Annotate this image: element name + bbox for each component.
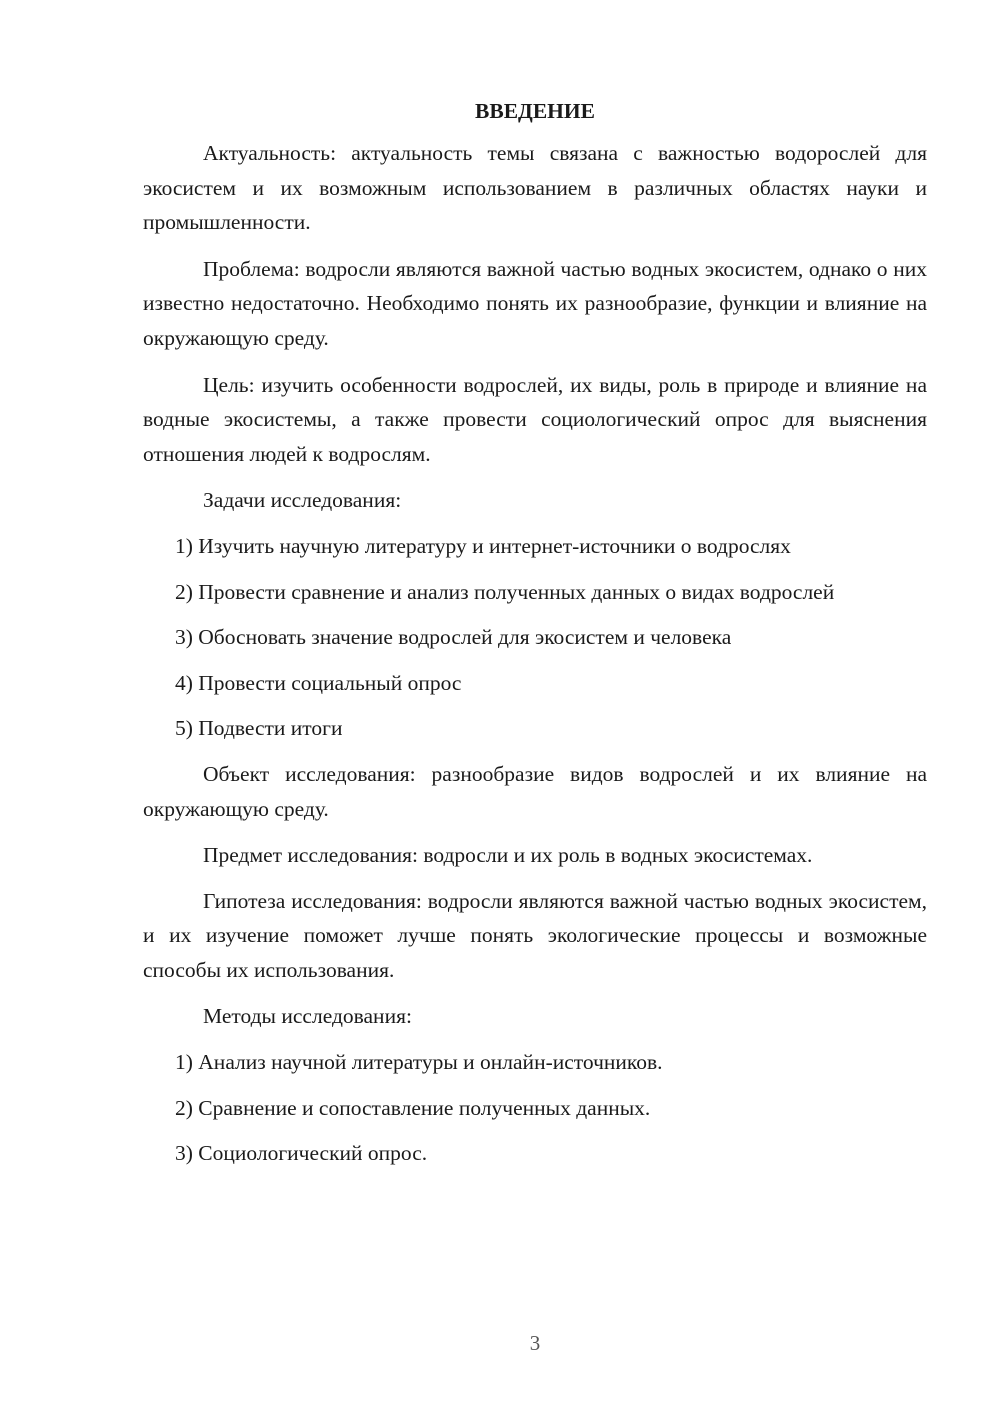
tasks-heading: Задачи исследования: bbox=[203, 488, 402, 513]
task-item-5: 5) Подвести итоги bbox=[175, 716, 343, 741]
section-title: ВВЕДЕНИЕ bbox=[475, 99, 595, 123]
task-item-2: 2) Провести сравнение и анализ полученных данных о видах водрослей bbox=[175, 579, 835, 604]
method-item-3: 3) Социологический опрос. bbox=[175, 1141, 428, 1166]
subject-paragraph: Предмет исследования: водросли и их роль в водных экосистемах. bbox=[203, 843, 813, 868]
methods-heading: Методы исследования: bbox=[203, 1004, 412, 1029]
page-content bbox=[143, 94, 927, 1182]
task-item-1: 1) Изучить научную литературу и интернет-источники о водрослях bbox=[175, 533, 791, 558]
page-number: 3 bbox=[529, 1331, 541, 1355]
task-item-3: 3) Обосновать значение водрослей для экосистем и человека bbox=[175, 625, 732, 650]
problem-paragraph: Проблема: водросли являются важной частью водных экосистем, однако о них известно недостаточно. Необходимо понять их разнообразие, функции и влияние на окружающую среду. bbox=[143, 256, 927, 350]
method-item-2: 2) Сравнение и сопоставление полученных данных. bbox=[175, 1095, 651, 1120]
object-paragraph: Объект исследования: разнообразие видов водрослей и их влияние на окружающую среду. bbox=[143, 761, 927, 821]
method-item-1: 1) Анализ научной литературы и онлайн-источников. bbox=[175, 1050, 663, 1075]
hypothesis-paragraph: Гипотеза исследования: водросли являются важной частью водных экосистем, и их изучение поможет лучше понять экологические процессы и возможные способы их использования. bbox=[143, 888, 927, 982]
goal-paragraph: Цель: изучить особенности водрослей, их виды, роль в природе и влияние на водные экосистемы, а также провести социологический опрос для выяснения отношения людей к водрослям. bbox=[143, 372, 927, 466]
relevance-paragraph: Актуальность: актуальность темы связана с важностью водорослей для экосистем и их возможным использованием в различных областях науки и промышленности. bbox=[143, 141, 927, 235]
task-item-4: 4) Провести социальный опрос bbox=[175, 670, 462, 695]
